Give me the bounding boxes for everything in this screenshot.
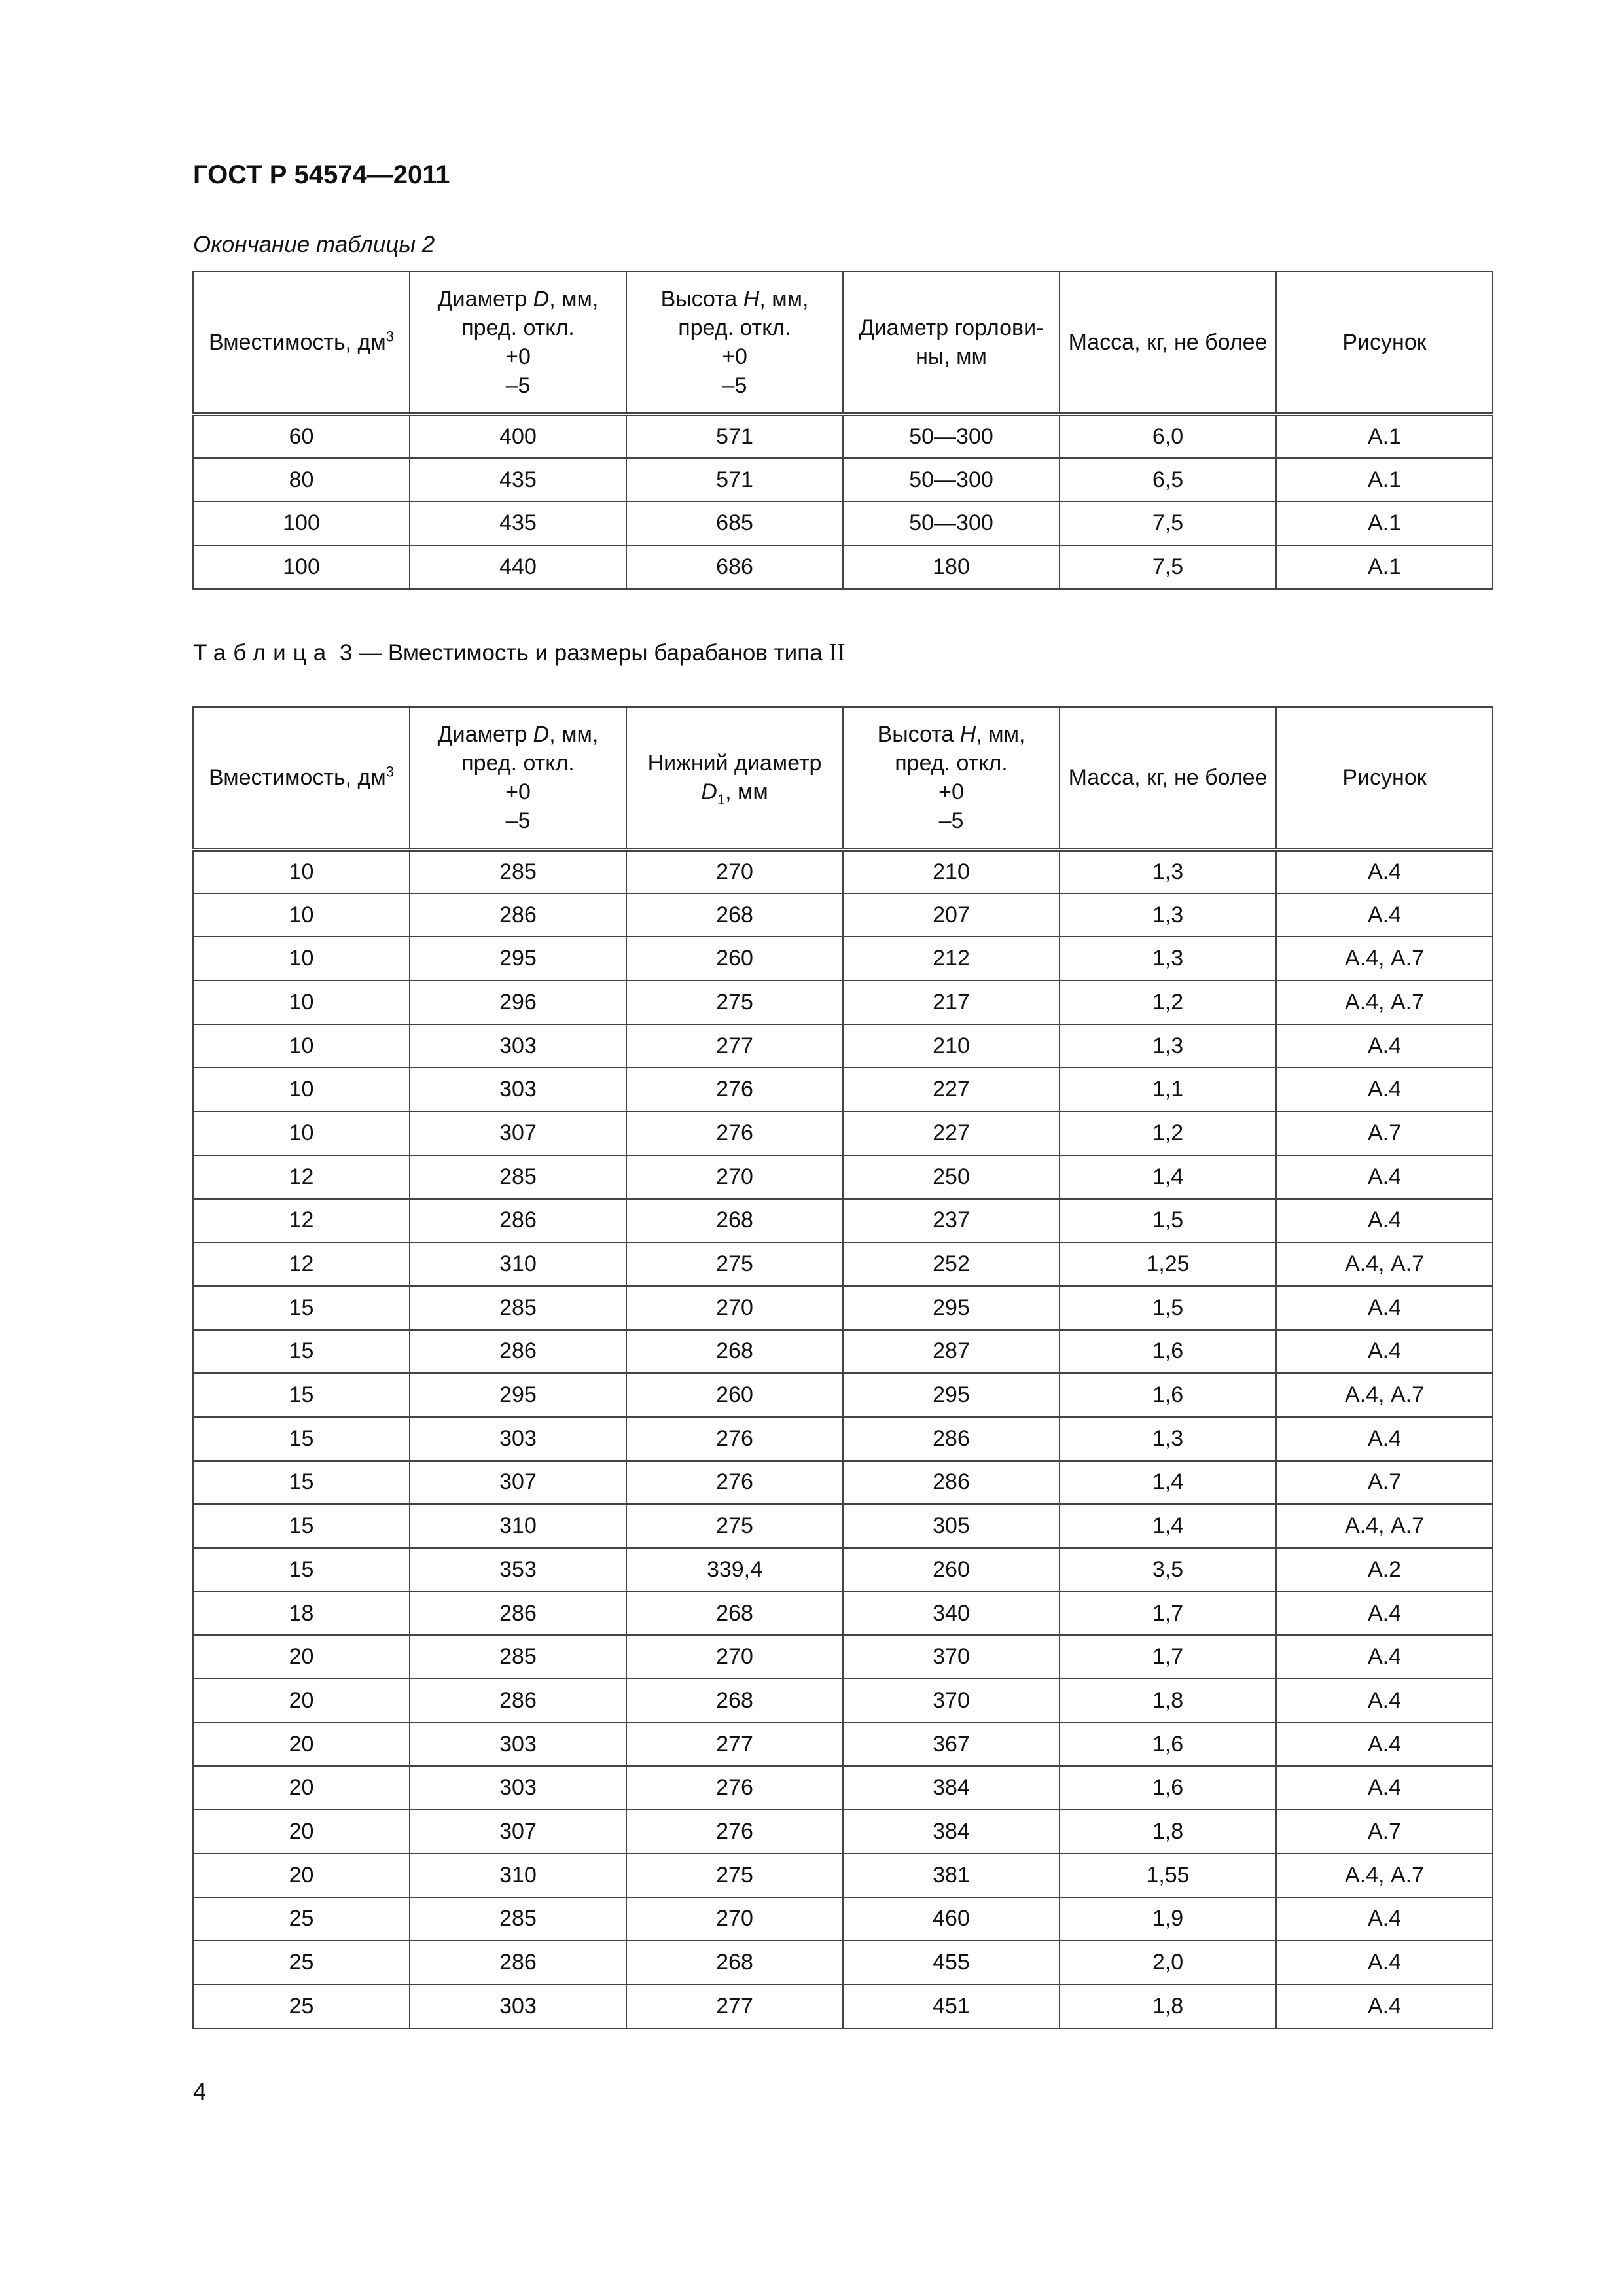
table-row — [193, 501, 1493, 545]
table-cell: 20 — [193, 1723, 410, 1767]
table-cell: 276 — [626, 1417, 843, 1461]
table-cell: 15 — [193, 1417, 410, 1461]
table-cell: 7,5 — [1060, 501, 1276, 545]
table-cell: 286 — [843, 1417, 1060, 1461]
table-cell: 20 — [193, 1810, 410, 1854]
col-header-mass: Масса, кг, не более — [1060, 272, 1276, 414]
table-cell: 1,25 — [1060, 1242, 1276, 1286]
table-row — [193, 1067, 1493, 1111]
table-cell: 268 — [626, 893, 843, 937]
table-cell: 303 — [410, 1766, 626, 1810]
table-cell: 25 — [193, 1941, 410, 1984]
table-row — [193, 850, 1493, 893]
table-cell: А.4 — [1276, 1024, 1493, 1068]
table-cell: 285 — [410, 1897, 626, 1941]
table-row — [193, 1417, 1493, 1461]
table-cell: 303 — [410, 1723, 626, 1767]
table-cell: 1,3 — [1060, 893, 1276, 937]
table-cell: 20 — [193, 1854, 410, 1897]
table-cell: 270 — [626, 1155, 843, 1199]
table-cell: 50—300 — [843, 414, 1060, 458]
table-cell: 6,0 — [1060, 414, 1276, 458]
table-cell: 339,4 — [626, 1548, 843, 1592]
table-cell: 440 — [410, 545, 626, 589]
table-cell: 1,5 — [1060, 1199, 1276, 1243]
col-header-height: Высота H, мм, пред. откл. +0 –5 — [843, 707, 1060, 850]
table-cell: 296 — [410, 980, 626, 1024]
table-cell: 12 — [193, 1199, 410, 1243]
table-cell: 210 — [843, 850, 1060, 893]
table-cell: 286 — [843, 1461, 1060, 1505]
table-cell: 310 — [410, 1504, 626, 1548]
col-header-capacity: Вместимость, $дм^3$ — [193, 707, 410, 850]
table-cell: 1,8 — [1060, 1984, 1276, 2028]
table-cell: А.4 — [1276, 1330, 1493, 1374]
table-cell: 15 — [193, 1286, 410, 1330]
table-cell: 1,55 — [1060, 1854, 1276, 1897]
table-cell: 370 — [843, 1635, 1060, 1679]
table-cell: 1,2 — [1060, 1111, 1276, 1155]
table-cell: 287 — [843, 1330, 1060, 1374]
table-cell: 1,3 — [1060, 1024, 1276, 1068]
table-cell: 15 — [193, 1548, 410, 1592]
table-cell: А.4, А.7 — [1276, 1373, 1493, 1417]
table-cell: 275 — [626, 980, 843, 1024]
table-cell: 270 — [626, 1286, 843, 1330]
table-row — [193, 545, 1493, 589]
table-cell: 353 — [410, 1548, 626, 1592]
table-cell: 20 — [193, 1766, 410, 1810]
table-cell: 276 — [626, 1111, 843, 1155]
table-cell: 15 — [193, 1461, 410, 1505]
table-cell: 25 — [193, 1897, 410, 1941]
table-cell: А.4 — [1276, 1984, 1493, 2028]
table-row — [193, 1199, 1493, 1243]
table-cell: 295 — [843, 1373, 1060, 1417]
table-cell: 571 — [626, 458, 843, 502]
table-cell: 1,6 — [1060, 1723, 1276, 1767]
table3-type: II — [829, 639, 846, 666]
table-cell: 15 — [193, 1373, 410, 1417]
table-row — [193, 937, 1493, 980]
table-cell: 180 — [843, 545, 1060, 589]
table-cell: 384 — [843, 1810, 1060, 1854]
table-cell: 60 — [193, 414, 410, 458]
table-cell: 2,0 — [1060, 1941, 1276, 1984]
table-cell: 277 — [626, 1723, 843, 1767]
table-cell: 100 — [193, 545, 410, 589]
col-header-capacity: Вместимость, $дм^3$ — [193, 272, 410, 414]
table-cell: 370 — [843, 1679, 1060, 1723]
table-cell: 1,5 — [1060, 1286, 1276, 1330]
table-cell: 686 — [626, 545, 843, 589]
table-cell: 50—300 — [843, 458, 1060, 502]
table-cell: 286 — [410, 1941, 626, 1984]
table-cell: А.7 — [1276, 1810, 1493, 1854]
table-cell: А.4 — [1276, 893, 1493, 937]
table-cell: 276 — [626, 1810, 843, 1854]
table-cell: А.4 — [1276, 1679, 1493, 1723]
table-cell: 1,4 — [1060, 1504, 1276, 1548]
table-cell: 303 — [410, 1417, 626, 1461]
table-cell: 1,6 — [1060, 1766, 1276, 1810]
col-header-lower-diameter: Нижний диаметр $D_1$, мм — [626, 707, 843, 850]
table-cell: 237 — [843, 1199, 1060, 1243]
table-cell: 384 — [843, 1766, 1060, 1810]
table-cell: А.4 — [1276, 1723, 1493, 1767]
table-cell: 307 — [410, 1810, 626, 1854]
table-cell: 275 — [626, 1854, 843, 1897]
table3-title: — Вместимость и размеры барабанов типа — [352, 640, 829, 666]
table-row — [193, 1592, 1493, 1636]
col-header-diameter: Диаметр D, мм, пред. откл. +0 –5 — [410, 707, 626, 850]
table-cell: 285 — [410, 1155, 626, 1199]
table-cell: 10 — [193, 1024, 410, 1068]
table-cell: 276 — [626, 1766, 843, 1810]
table-cell: 435 — [410, 458, 626, 502]
table-row — [193, 1897, 1493, 1941]
table-cell: 10 — [193, 937, 410, 980]
table-row — [193, 1723, 1493, 1767]
table-cell: 303 — [410, 1067, 626, 1111]
table-cell: 270 — [626, 1897, 843, 1941]
table-cell: А.4 — [1276, 1592, 1493, 1636]
table-cell: 275 — [626, 1242, 843, 1286]
table-cell: 1,9 — [1060, 1897, 1276, 1941]
table-cell: 20 — [193, 1679, 410, 1723]
table-cell: 100 — [193, 501, 410, 545]
table3-caption — [193, 638, 846, 667]
table-cell: 286 — [410, 893, 626, 937]
table-cell: 276 — [626, 1067, 843, 1111]
table-cell: 3,5 — [1060, 1548, 1276, 1592]
table-cell: А.4 — [1276, 1417, 1493, 1461]
table-cell: А.4 — [1276, 850, 1493, 893]
standard-code: ГОСТ Р 54574—2011 — [193, 160, 450, 189]
table-cell: 18 — [193, 1592, 410, 1636]
table-cell: 455 — [843, 1941, 1060, 1984]
table-cell: 367 — [843, 1723, 1060, 1767]
table-cell: 207 — [843, 893, 1060, 937]
table-cell: 12 — [193, 1242, 410, 1286]
table-cell: 286 — [410, 1330, 626, 1374]
table-cell: А.4 — [1276, 1155, 1493, 1199]
table-cell: 1,1 — [1060, 1067, 1276, 1111]
table-3 — [192, 706, 1493, 2029]
table-row — [193, 1504, 1493, 1548]
table-row — [193, 1373, 1493, 1417]
table-cell: 277 — [626, 1024, 843, 1068]
table3-label: Таблица — [193, 640, 334, 666]
table-cell: 217 — [843, 980, 1060, 1024]
table-cell: 212 — [843, 937, 1060, 980]
table-row — [193, 458, 1493, 502]
table-cell: 400 — [410, 414, 626, 458]
table-cell: 460 — [843, 1897, 1060, 1941]
table-cell: 1,6 — [1060, 1330, 1276, 1374]
col-header-neck-diameter: Диаметр горлови- ны, мм — [843, 272, 1060, 414]
table-cell: А.1 — [1276, 414, 1493, 458]
table-cell: 277 — [626, 1984, 843, 2028]
table-cell: 1,2 — [1060, 980, 1276, 1024]
table-cell: 285 — [410, 1635, 626, 1679]
table-cell: 340 — [843, 1592, 1060, 1636]
table-cell: 286 — [410, 1679, 626, 1723]
table-cell: 15 — [193, 1330, 410, 1374]
table-cell: 571 — [626, 414, 843, 458]
table2-continuation-caption: Окончание таблицы 2 — [193, 232, 435, 257]
table-cell: 1,7 — [1060, 1635, 1276, 1679]
table-cell: 250 — [843, 1155, 1060, 1199]
table-cell: А.4 — [1276, 1199, 1493, 1243]
table3-number: 3 — [339, 640, 353, 666]
table-row — [193, 1941, 1493, 1984]
table-cell: 1,4 — [1060, 1155, 1276, 1199]
table-cell: 295 — [843, 1286, 1060, 1330]
table-cell: 1,4 — [1060, 1461, 1276, 1505]
table-row — [193, 1854, 1493, 1897]
table3-body — [193, 850, 1493, 2028]
table-cell: 268 — [626, 1679, 843, 1723]
table-cell: 7,5 — [1060, 545, 1276, 589]
table-cell: 10 — [193, 850, 410, 893]
table-cell: 295 — [410, 1373, 626, 1417]
table-cell: 685 — [626, 501, 843, 545]
table-cell: 1,8 — [1060, 1810, 1276, 1854]
table-row — [193, 980, 1493, 1024]
col-header-mass: Масса, кг, не более — [1060, 707, 1276, 850]
table-cell: 1,3 — [1060, 850, 1276, 893]
table-cell: 260 — [843, 1548, 1060, 1592]
table-cell: А.7 — [1276, 1461, 1493, 1505]
table-cell: 305 — [843, 1504, 1060, 1548]
table-cell: 268 — [626, 1330, 843, 1374]
table2-body — [193, 414, 1493, 589]
table-cell: А.1 — [1276, 545, 1493, 589]
table-cell: 50—300 — [843, 501, 1060, 545]
table-cell: 20 — [193, 1635, 410, 1679]
table-cell: 227 — [843, 1111, 1060, 1155]
table-cell: 10 — [193, 893, 410, 937]
table-row — [193, 1635, 1493, 1679]
table-row — [193, 1155, 1493, 1199]
table-2 — [192, 271, 1493, 590]
table-cell: 6,5 — [1060, 458, 1276, 502]
table-cell: А.4, А.7 — [1276, 980, 1493, 1024]
table-row — [193, 1766, 1493, 1810]
table-cell: А.1 — [1276, 501, 1493, 545]
table-cell: 210 — [843, 1024, 1060, 1068]
table-cell: А.4 — [1276, 1286, 1493, 1330]
table-cell: 285 — [410, 1286, 626, 1330]
table-cell: 12 — [193, 1155, 410, 1199]
table-cell: А.4, А.7 — [1276, 1242, 1493, 1286]
table-cell: 307 — [410, 1111, 626, 1155]
table-cell: 303 — [410, 1984, 626, 2028]
table-cell: 10 — [193, 1111, 410, 1155]
table-cell: 276 — [626, 1461, 843, 1505]
table-cell: 15 — [193, 1504, 410, 1548]
col-header-figure: Рисунок — [1276, 707, 1493, 850]
table-row — [193, 414, 1493, 458]
table-row — [193, 1679, 1493, 1723]
table2-header-row — [193, 272, 1493, 414]
table-cell: 310 — [410, 1854, 626, 1897]
table-cell: А.2 — [1276, 1548, 1493, 1592]
table-row — [193, 1330, 1493, 1374]
table-cell: 285 — [410, 850, 626, 893]
table-row — [193, 1242, 1493, 1286]
table-row — [193, 1286, 1493, 1330]
table-cell: 286 — [410, 1592, 626, 1636]
table-cell: А.4 — [1276, 1941, 1493, 1984]
table-cell: 310 — [410, 1242, 626, 1286]
table-cell: 25 — [193, 1984, 410, 2028]
table-cell: А.1 — [1276, 458, 1493, 502]
table-cell: 435 — [410, 501, 626, 545]
page-number: 4 — [193, 2078, 207, 2105]
table-cell: А.4, А.7 — [1276, 937, 1493, 980]
table-cell: 451 — [843, 1984, 1060, 2028]
table-cell: 10 — [193, 1067, 410, 1111]
table-cell: 270 — [626, 850, 843, 893]
table3-header-row — [193, 707, 1493, 850]
table-cell: 307 — [410, 1461, 626, 1505]
table-cell: А.4 — [1276, 1635, 1493, 1679]
table-cell: 260 — [626, 1373, 843, 1417]
table-cell: 275 — [626, 1504, 843, 1548]
table-cell: А.4, А.7 — [1276, 1504, 1493, 1548]
table-cell: 1,6 — [1060, 1373, 1276, 1417]
table-cell: А.4 — [1276, 1897, 1493, 1941]
table-cell: 268 — [626, 1199, 843, 1243]
table-cell: 268 — [626, 1941, 843, 1984]
table-row — [193, 1111, 1493, 1155]
table-row — [193, 1461, 1493, 1505]
table-row — [193, 893, 1493, 937]
table-cell: А.4 — [1276, 1766, 1493, 1810]
col-header-diameter: Диаметр D, мм, пред. откл. +0 –5 — [410, 272, 626, 414]
col-header-height: Высота H, мм, пред. откл. +0 –5 — [626, 272, 843, 414]
table-row — [193, 1548, 1493, 1592]
table-cell: А.7 — [1276, 1111, 1493, 1155]
table-cell: 252 — [843, 1242, 1060, 1286]
table-row — [193, 1810, 1493, 1854]
table-cell: 268 — [626, 1592, 843, 1636]
table-cell: 80 — [193, 458, 410, 502]
table-cell: 1,7 — [1060, 1592, 1276, 1636]
col-header-figure: Рисунок — [1276, 272, 1493, 414]
table-cell: А.4, А.7 — [1276, 1854, 1493, 1897]
table-cell: 1,3 — [1060, 937, 1276, 980]
table-cell: 1,3 — [1060, 1417, 1276, 1461]
table-cell: 1,8 — [1060, 1679, 1276, 1723]
table-cell: 381 — [843, 1854, 1060, 1897]
table-row — [193, 1984, 1493, 2028]
table-cell: 286 — [410, 1199, 626, 1243]
table-cell: 303 — [410, 1024, 626, 1068]
table-cell: А.4 — [1276, 1067, 1493, 1111]
table-cell: 10 — [193, 980, 410, 1024]
table-cell: 227 — [843, 1067, 1060, 1111]
table-cell: 260 — [626, 937, 843, 980]
table-cell: 295 — [410, 937, 626, 980]
table-cell: 270 — [626, 1635, 843, 1679]
table-row — [193, 1024, 1493, 1068]
